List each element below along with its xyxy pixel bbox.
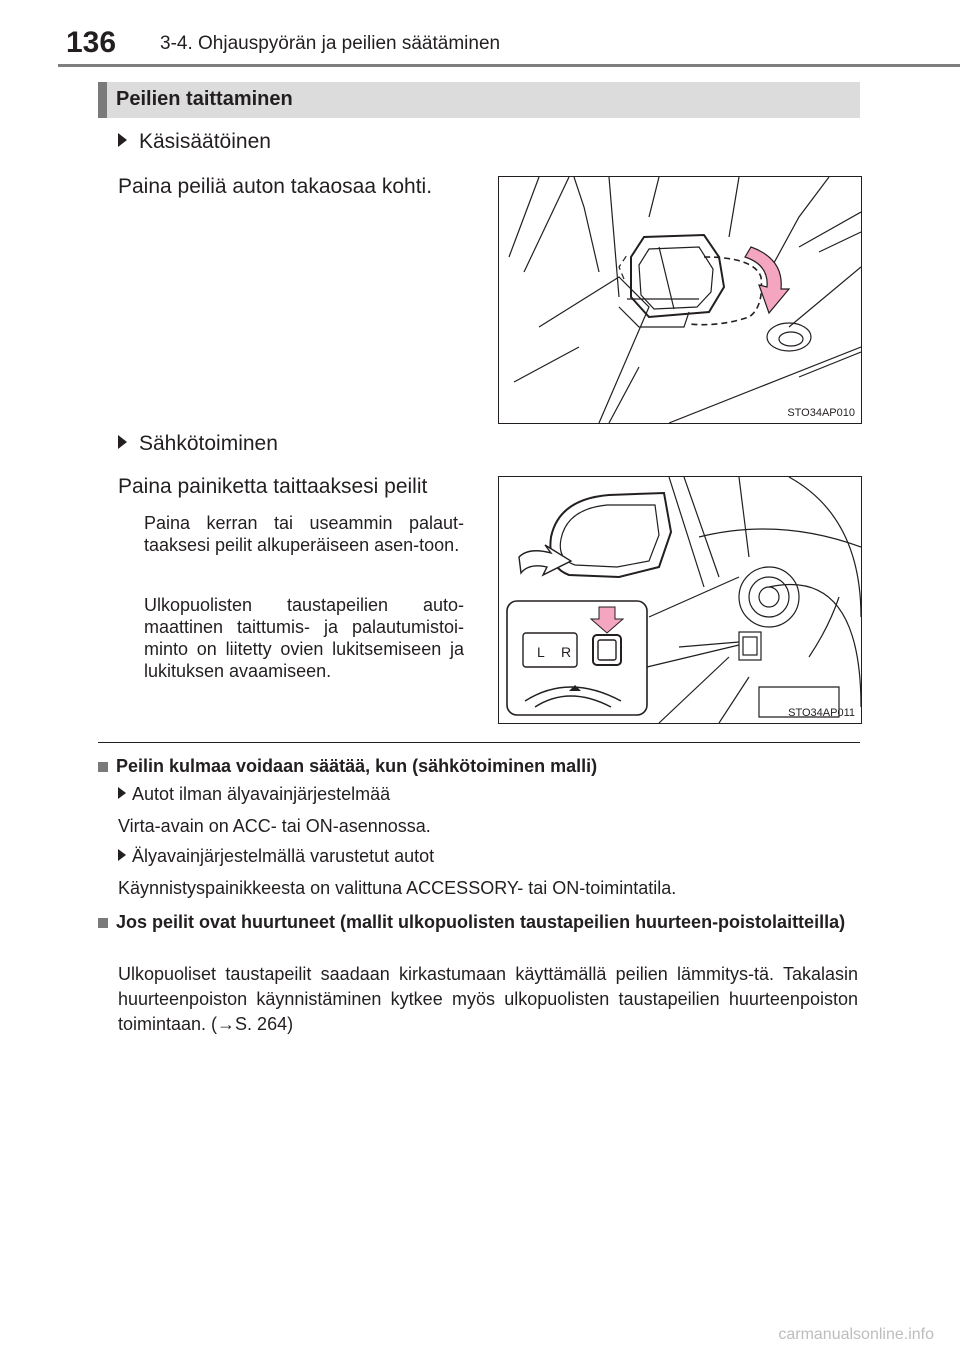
electric-heading-text: Sähkötoiminen bbox=[139, 432, 278, 455]
info2-heading-text: Jos peilit ovat huurtuneet (mallit ulkopuolisten taustapeilien huurteen-poistolaitteilla) bbox=[116, 912, 846, 932]
info2-text: Ulkopuoliset taustapeilit saadaan kirkastumaan käyttämällä peilien lämmitys-tä. Takalasin huurteenpoiston käynnistäminen kytkee myös ulkopuolisten taustapeilien huurteenpoiston toimintaan. (→S. 264) bbox=[118, 964, 858, 1034]
info2-heading bbox=[98, 910, 858, 935]
info1-case1-label-text: Autot ilman älyavainjärjestelmää bbox=[132, 784, 391, 804]
info1-case1-label bbox=[118, 784, 390, 805]
manual-heading bbox=[118, 130, 271, 154]
arrow-right-icon bbox=[118, 435, 127, 449]
manual-heading-text: Käsisäätöinen bbox=[139, 130, 271, 153]
section-bar-accent bbox=[98, 82, 107, 118]
info1-heading-text: Peilin kulmaa voidaan säätää, kun (sähkötoiminen malli) bbox=[116, 756, 598, 776]
info1-case1-text: Virta-avain on ACC- tai ON-asennossa. bbox=[118, 816, 431, 836]
switch-label-right: R bbox=[561, 644, 572, 660]
square-bullet-icon bbox=[98, 762, 108, 772]
info1-case2-label-text: Älyavainjärjestelmällä varustetut autot bbox=[132, 846, 435, 866]
switch-label-left: L bbox=[537, 644, 545, 660]
fold-arrow-icon bbox=[519, 545, 571, 575]
info1-case2-text: Käynnistyspainikkeesta on valittuna ACCESSORY- tai ON-toimintatila. bbox=[118, 878, 677, 898]
electric-note-1: Paina kerran tai useammin palaut-taaksesi peilit alkuperäiseen asen-toon. bbox=[144, 513, 464, 555]
mirror-switch-illustration bbox=[499, 477, 861, 723]
section-divider bbox=[98, 742, 860, 743]
figure-code-2: STO34AP011 bbox=[788, 707, 855, 719]
watermark: carmanualsonline.info bbox=[778, 1326, 934, 1343]
info1-heading bbox=[98, 754, 860, 779]
section-title: Peilien taittaminen bbox=[116, 88, 293, 110]
manual-instruction: Paina peiliä auton takaosaa kohti. bbox=[118, 175, 433, 198]
square-bullet-icon bbox=[98, 918, 108, 928]
figure-code-1: STO34AP010 bbox=[787, 407, 855, 419]
arrow-right-icon bbox=[118, 849, 126, 861]
arrow-right-icon bbox=[118, 133, 127, 147]
figure-manual-fold bbox=[498, 176, 862, 424]
electric-heading bbox=[118, 432, 278, 456]
arrow-right-icon bbox=[118, 787, 126, 799]
electric-instruction: Paina painiketta taittaaksesi peilit bbox=[118, 475, 428, 498]
info1-case2-label bbox=[118, 846, 434, 867]
mirror-fold-illustration bbox=[499, 177, 861, 423]
fold-arrow-icon bbox=[745, 247, 789, 313]
page-number: 136 bbox=[66, 26, 117, 59]
header-rule bbox=[58, 64, 960, 67]
chapter-title: 3-4. Ohjauspyörän ja peilien säätäminen bbox=[160, 33, 501, 54]
electric-note-2: Ulkopuolisten taustapeilien auto-maattinen taittumis- ja palautumistoi-minto on liitetty ovien lukitsemiseen ja lukituksen avaamiseen. bbox=[144, 595, 464, 681]
figure-electric-fold bbox=[498, 476, 862, 724]
